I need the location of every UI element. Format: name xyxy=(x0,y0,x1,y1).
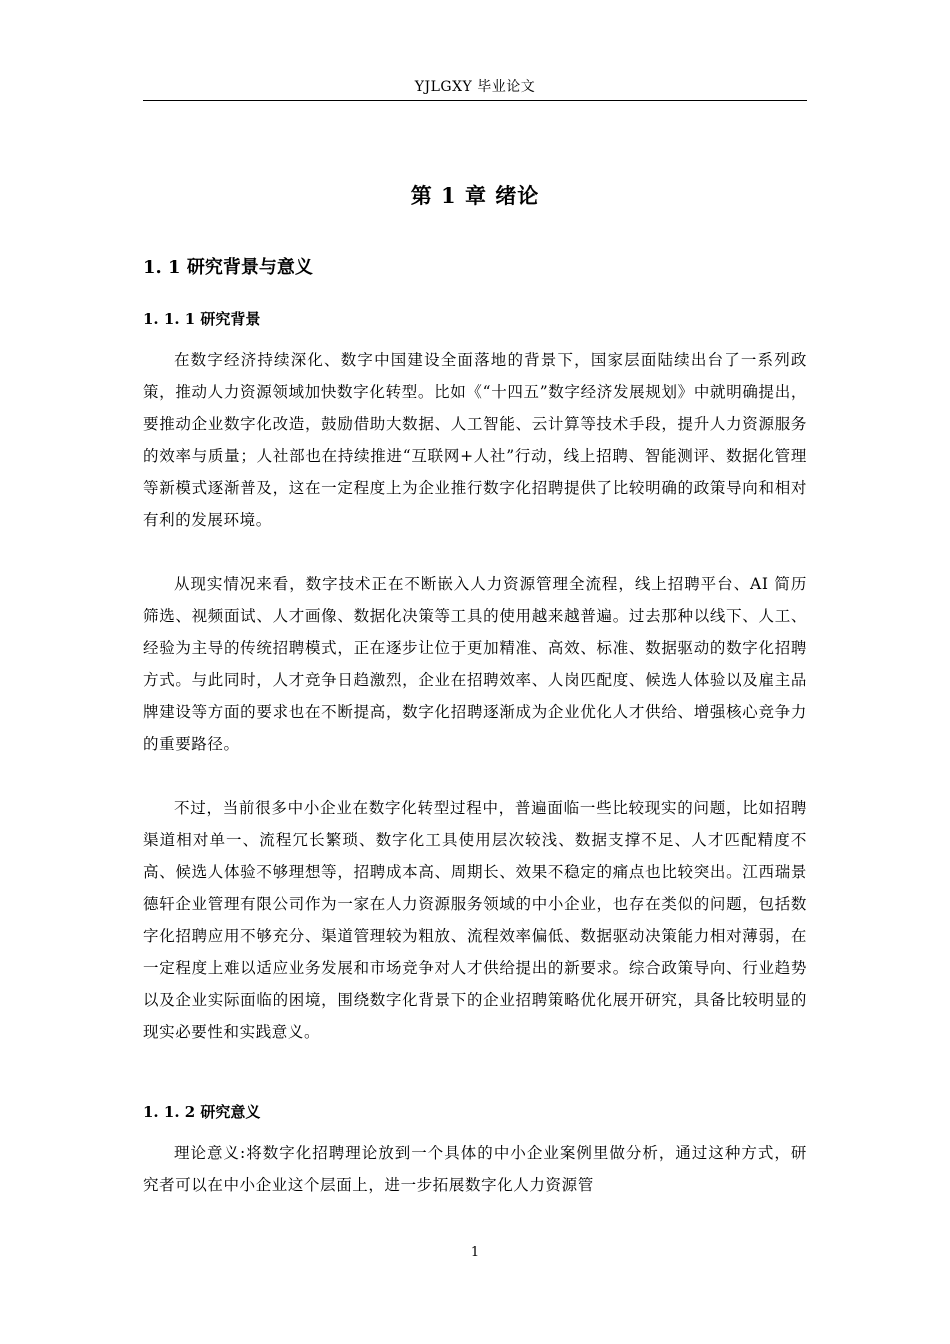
page-number: 1 xyxy=(470,1245,480,1260)
paragraph-background-3: 不过，当前很多中小企业在数字化转型过程中，普遍面临一些比较现实的问题，比如招聘渠道相对单一、流程冗长繁琐、数字化工具使用层次较浅、数据支撑不足、人才匹配精度不高、候选人体验不够理想等，招聘成本高、周期长、效果不稳定的痛点也比较突出。江西瑞景德轩企业管理有限公司作为一家在人力资源服务领域的中小企业，也存在类似的问题，包括数字化招聘应用不够充分、渠道管理较为粗放、流程效率偏低、数据驱动决策能力相对薄弱，在一定程度上难以适应业务发展和市场竞争对人才供给提出的新要求。综合政策导向、行业趋势以及企业实际面临的困境，围绕数字化背景下的企业招聘策略优化展开研究，具备比较明显的现实必要性和实践意义。 xyxy=(143,799,807,1041)
subsection-title-significance: 1. 1. 2 研究意义 xyxy=(143,1103,261,1121)
chapter-title: 第 1 章 绪论 xyxy=(410,183,540,208)
section-title: 1. 1 研究背景与意义 xyxy=(143,257,313,278)
header-divider xyxy=(143,100,807,101)
subsection-title-background: 1. 1. 1 研究背景 xyxy=(143,310,261,328)
paragraph-background-1: 在数字经济持续深化、数字中国建设全面落地的背景下，国家层面陆续出台了一系列政策，推动人力资源领域加快数字化转型。比如《“十四五”数字经济发展规划》中就明确提出，要推动企业数字化改造，鼓励借助大数据、人工智能、云计算等技术手段，提升人力资源服务的效率与质量；人社部也在持续推进“互联网+人社”行动，线上招聘、智能测评、数据化管理等新模式逐渐普及，这在一定程度上为企业推行数字化招聘提供了比较明确的政策导向和相对有利的发展环境。 xyxy=(143,351,807,529)
page-header: YJLGXY 毕业论文 xyxy=(414,79,536,95)
paragraph-significance-1: 理论意义:将数字化招聘理论放到一个具体的中小企业案例里做分析，通过这种方式，研究者可以在中小企业这个层面上，进一步拓展数字化人力资源管 xyxy=(143,1144,807,1194)
paragraph-background-2: 从现实情况来看，数字技术正在不断嵌入人力资源管理全流程，线上招聘平台、AI 简历筛选、视频面试、人才画像、数据化决策等工具的使用越来越普遍。过去那种以线下、人工、经验为主导的传统招聘模式，正在逐步让位于更加精准、高效、标准、数据驱动的数字化招聘方式。与此同时，人才竞争日趋激烈，企业在招聘效率、人岗匹配度、候选人体验以及雇主品牌建设等方面的要求也在不断提高，数字化招聘逐渐成为企业优化人才供给、增强核心竞争力的重要路径。 xyxy=(143,575,807,753)
